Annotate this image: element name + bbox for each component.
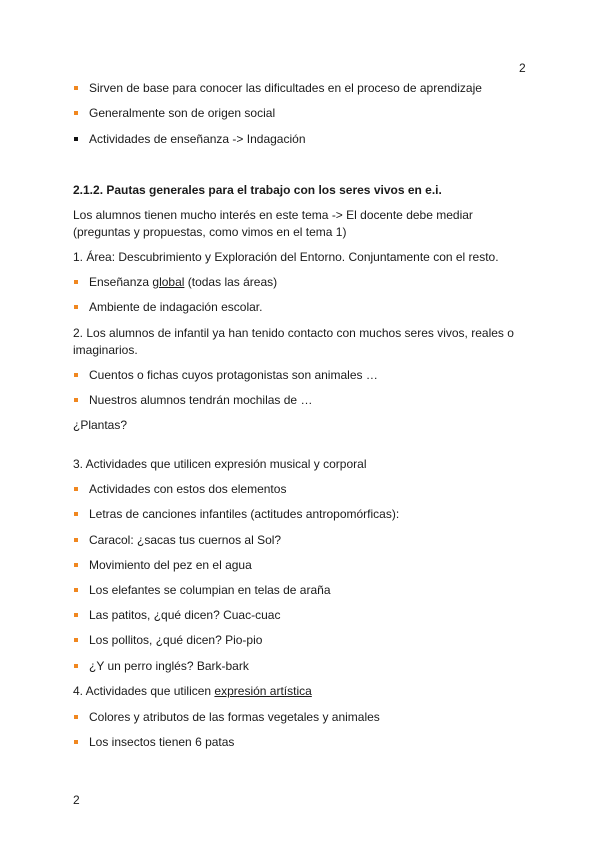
section-heading: 2.1.2. Pautas generales para el trabajo con los seres vivos en e.i. (73, 183, 442, 197)
bullet-marker (74, 664, 78, 668)
point-2-question: ¿Plantas? (73, 418, 128, 432)
point-3-bullet: Los pollitos, ¿qué dicen? Pio-pio (89, 633, 263, 647)
paragraph-line: (preguntas y propuestas, como vimos en el tema 1) (73, 225, 347, 239)
bullet-marker (74, 111, 78, 115)
underlined-term: global (152, 275, 185, 289)
point-4-bullet: Los insectos tienen 6 patas (89, 735, 235, 749)
point-4-text (73, 683, 312, 699)
bullet-text-suffix: (todas las áreas) (184, 275, 278, 289)
point-3-bullet: Caracol: ¿sacas tus cuernos al Sol? (89, 533, 282, 547)
point-3-bullet: ¿Y un perro inglés? Bark-bark (89, 659, 249, 673)
point-2-bullet-1: Cuentos o fichas cuyos protagonistas son animales … (89, 368, 378, 382)
bullet-marker (74, 86, 78, 90)
point-3-bullet: Actividades con estos dos elementos (89, 482, 287, 496)
bullet-marker (74, 137, 78, 141)
point-1-bullet-1 (89, 274, 277, 290)
point-2-bullet-2: Nuestros alumnos tendrán mochilas de … (89, 393, 313, 407)
bullet-marker (74, 373, 78, 377)
bullet-marker (74, 588, 78, 592)
point-3-bullet: Los elefantes se columpian en telas de araña (89, 583, 331, 597)
point-2-line: imaginarios. (73, 343, 138, 357)
point-1-bullet-2: Ambiente de indagación escolar. (89, 300, 263, 314)
bullet-marker (74, 715, 78, 719)
bullet-marker (74, 740, 78, 744)
point-4-bullet: Colores y atributos de las formas vegetales y animales (89, 710, 380, 724)
header-page-number: 2 (519, 61, 526, 75)
bullet-marker (74, 538, 78, 542)
point-3-bullet: Letras de canciones infantiles (actitudes antropomórficas): (89, 507, 400, 521)
underlined-term: expresión artística (214, 684, 312, 698)
point-2-line: 2. Los alumnos de infantil ya han tenido contacto con muchos seres vivos, reales o (73, 326, 514, 340)
bullet-marker (74, 487, 78, 491)
intro-bullet-2: Generalmente son de origen social (89, 106, 276, 120)
point-4-prefix: 4. Actividades que utilicen (73, 684, 215, 698)
bullet-marker (74, 305, 78, 309)
footer-page-number: 2 (73, 793, 80, 807)
point-3-text: 3. Actividades que utilicen expresión musical y corporal (73, 457, 367, 471)
bullet-marker (74, 398, 78, 402)
point-3-bullet: Movimiento del pez en el agua (89, 558, 252, 572)
point-3-bullet: Las patitos, ¿qué dicen? Cuac-cuac (89, 608, 281, 622)
bullet-marker (74, 613, 78, 617)
intro-bullet-3: Actividades de enseñanza -> Indagación (89, 132, 306, 146)
paragraph-line: Los alumnos tienen mucho interés en este tema -> El docente debe mediar (73, 208, 473, 222)
bullet-marker (74, 638, 78, 642)
bullet-marker (74, 280, 78, 284)
bullet-text-prefix: Enseñanza (89, 275, 153, 289)
point-1-text: 1. Área: Descubrimiento y Exploración del Entorno. Conjuntamente con el resto. (73, 250, 499, 264)
bullet-marker (74, 512, 78, 516)
bullet-marker (74, 563, 78, 567)
intro-bullet-1: Sirven de base para conocer las dificultades en el proceso de aprendizaje (89, 81, 482, 95)
